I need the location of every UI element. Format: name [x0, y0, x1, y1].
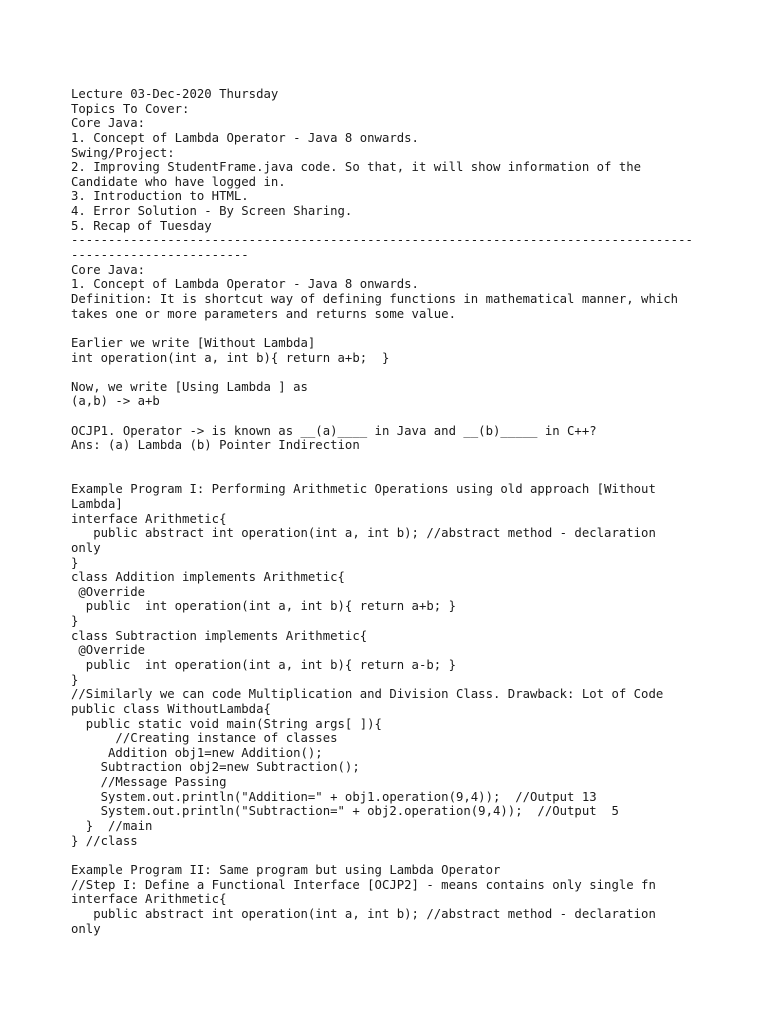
text-line: ------------------------------------------------------------------------------------ — [71, 233, 693, 248]
text-line — [71, 468, 711, 483]
text-line: interface Arithmetic{ — [71, 511, 227, 526]
text-line — [71, 321, 711, 336]
text-line: Swing/Project: — [71, 145, 175, 160]
text-line: takes one or more parameters and returns some value. — [71, 306, 456, 321]
text-line: //Creating instance of classes — [71, 731, 338, 746]
text-line: only — [71, 540, 101, 555]
text-line: Candidate who have logged in. — [71, 174, 286, 189]
text-line: 3. Introduction to HTML. — [71, 189, 249, 204]
text-line: public abstract int operation(int a, int b); //abstract method - declaration — [71, 906, 656, 921]
text-line: } — [71, 555, 79, 570]
text-line: @Override — [71, 584, 146, 599]
text-line: System.out.println("Subtraction=" + obj2.operation(9,4)); //Output 5 — [71, 804, 619, 819]
text-line: } //class — [71, 833, 138, 848]
text-line: @Override — [71, 643, 146, 658]
text-line: Lambda] — [71, 496, 123, 511]
text-line: } — [71, 614, 79, 629]
text-line: //Message Passing — [71, 775, 227, 790]
text-line: Example Program II: Same program but using Lambda Operator — [71, 862, 501, 877]
text-line: Topics To Cover: — [71, 101, 190, 116]
text-line: //Step I: Define a Functional Interface [OCJP2] - means contains only single fn — [71, 877, 656, 892]
text-line: //Similarly we can code Multiplication and Division Class. Drawback: Lot of Code — [71, 687, 664, 702]
text-line: Addition obj1=new Addition(); — [71, 745, 323, 760]
text-line: Core Java: — [71, 116, 146, 131]
text-line: Core Java: — [71, 262, 146, 277]
text-line: System.out.println("Addition=" + obj1.operation(9,4)); //Output 13 — [71, 789, 597, 804]
text-line: interface Arithmetic{ — [71, 892, 227, 907]
text-line: (a,b) -> a+b — [71, 394, 160, 409]
text-line: 1. Concept of Lambda Operator - Java 8 onwards. — [71, 130, 419, 145]
text-line: 2. Improving StudentFrame.java code. So that, it will show information of the — [71, 160, 642, 175]
text-line: 5. Recap of Tuesday — [71, 218, 212, 233]
text-line: int operation(int a, int b){ return a+b; } — [71, 350, 390, 365]
text-line: 4. Error Solution - By Screen Sharing. — [71, 204, 353, 219]
text-line: Ans: (a) Lambda (b) Pointer Indirection — [71, 438, 360, 453]
text-line: Earlier we write [Without Lambda] — [71, 335, 316, 350]
text-line: public static void main(String args[ ]){ — [71, 716, 382, 731]
text-line: public int operation(int a, int b){ return a+b; } — [71, 599, 456, 614]
text-line: Now, we write [Using Lambda ] as — [71, 379, 308, 394]
text-line: class Addition implements Arithmetic{ — [71, 570, 345, 585]
text-line — [71, 848, 711, 863]
text-line: 1. Concept of Lambda Operator - Java 8 onwards. — [71, 277, 419, 292]
document-page — [71, 87, 711, 936]
text-line: Subtraction obj2=new Subtraction(); — [71, 760, 360, 775]
text-line: } //main — [71, 819, 153, 834]
text-line — [71, 453, 711, 468]
text-line: } — [71, 672, 79, 687]
text-line: OCJP1. Operator -> is known as __(a)____ in Java and __(b)_____ in C++? — [71, 423, 597, 438]
text-line: Example Program I: Performing Arithmetic Operations using old approach [Without — [71, 482, 656, 497]
text-line: ------------------------ — [71, 248, 249, 263]
text-line: public int operation(int a, int b){ return a-b; } — [71, 657, 456, 672]
text-line: public abstract int operation(int a, int b); //abstract method - declaration — [71, 526, 656, 541]
text-line: Lecture 03-Dec-2020 Thursday — [71, 87, 279, 101]
text-line — [71, 409, 711, 424]
text-line: only — [71, 921, 101, 936]
text-line: class Subtraction implements Arithmetic{ — [71, 628, 368, 643]
text-line: Definition: It is shortcut way of defining functions in mathematical manner, which — [71, 291, 679, 306]
text-line — [71, 365, 711, 380]
text-line: public class WithoutLambda{ — [71, 701, 271, 716]
